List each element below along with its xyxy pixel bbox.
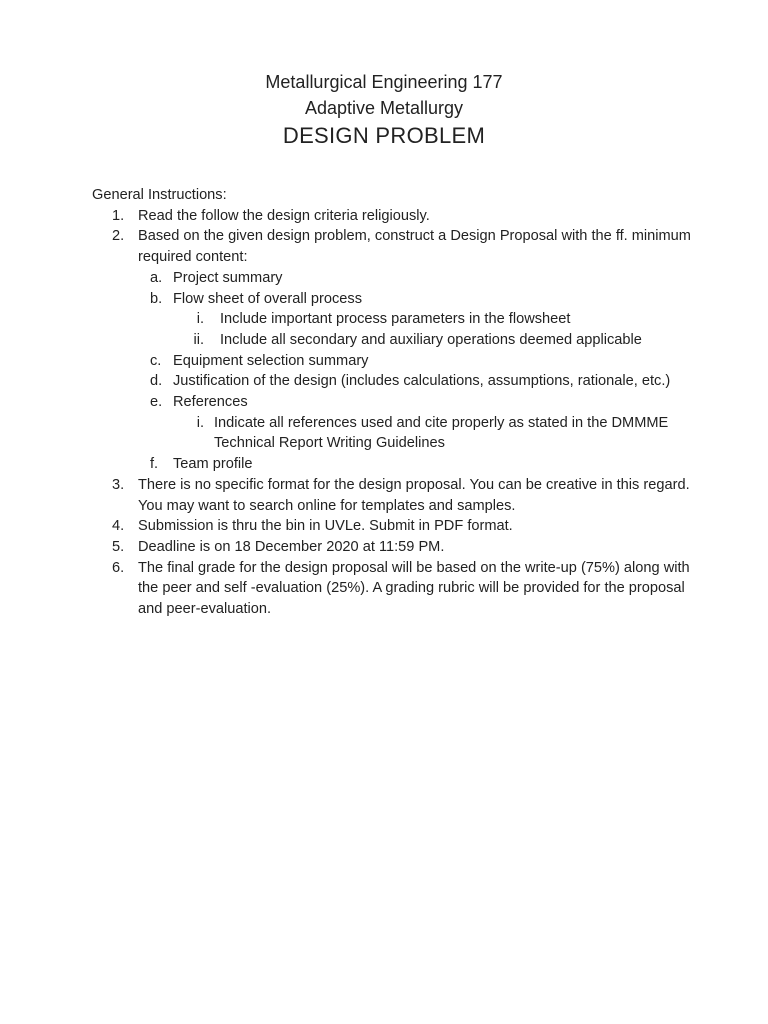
- list-item: [92, 226, 692, 267]
- content-item: [92, 289, 692, 310]
- list-item-text: The final grade for the design proposal will be based on the write-up (75%) along with the peer and self -evaluation (25%). A grading rubric will be provided for the proposal and peer-evaluation.: [138, 559, 690, 618]
- list-marker: f.: [150, 456, 159, 473]
- list-marker: a.: [150, 269, 163, 286]
- list-marker: d.: [150, 373, 163, 390]
- list-item: [92, 558, 692, 620]
- content-item: [92, 392, 692, 413]
- list-item-text: Deadline is on 18 December 2020 at 11:59 PM.: [138, 538, 445, 555]
- sub-item: [92, 309, 692, 330]
- sub-item: [92, 330, 692, 351]
- list-marker: 4.: [112, 518, 125, 535]
- content-item: [92, 268, 692, 289]
- list-item-text: Based on the given design problem, construct a Design Proposal with the ff. minimum required content:: [138, 228, 691, 266]
- content-item: [92, 351, 692, 372]
- content-item-text: Team profile: [173, 456, 253, 473]
- document-title: DESIGN PROBLEM: [282, 123, 486, 148]
- content-item-text: References: [173, 394, 248, 411]
- list-marker: 2.: [112, 228, 125, 245]
- list-marker: 3.: [112, 476, 125, 493]
- list-marker: i.: [196, 414, 204, 431]
- list-marker: 6.: [112, 559, 125, 576]
- content-item: [92, 454, 692, 475]
- list-item: [92, 537, 692, 558]
- sub-item-text: Include all secondary and auxiliary operations deemed applicable: [220, 331, 642, 348]
- list-marker: e.: [150, 394, 163, 411]
- content-item-text: Justification of the design (includes calculations, assumptions, rationale, etc.): [173, 373, 671, 390]
- list-marker: c.: [150, 352, 162, 369]
- list-marker: i.: [196, 311, 204, 328]
- content-item-text: Equipment selection summary: [173, 352, 369, 369]
- instructions-section: [92, 185, 692, 620]
- sub-item-text: Include important process parameters in the flowsheet: [220, 311, 571, 328]
- content-item-text: Flow sheet of overall process: [173, 290, 362, 307]
- sub-item: [92, 413, 692, 454]
- content-item-text: Project summary: [173, 269, 283, 286]
- list-item: [92, 516, 692, 537]
- list-marker: 1.: [112, 207, 125, 224]
- list-item-text: There is no specific format for the design proposal. You can be creative in this regard. You may want to search online for templates and samples.: [138, 476, 690, 514]
- list-marker: ii.: [193, 331, 204, 348]
- list-item-text: Submission is thru the bin in UVLe. Submit in PDF format.: [138, 518, 513, 535]
- list-marker: b.: [150, 290, 163, 307]
- course-title: Metallurgical Engineering 177: [265, 72, 503, 92]
- course-subtitle: Adaptive Metallurgy: [304, 98, 464, 118]
- list-item-text: Read the follow the design criteria religiously.: [138, 207, 430, 224]
- instructions-heading: General Instructions:: [92, 187, 227, 203]
- list-marker: 5.: [112, 538, 125, 555]
- list-item: [92, 206, 692, 227]
- sub-item-text: Indicate all references used and cite properly as stated in the DMMME Technical Report Writing Guidelines: [214, 414, 669, 452]
- list-item: [92, 475, 692, 516]
- content-item: [92, 371, 692, 392]
